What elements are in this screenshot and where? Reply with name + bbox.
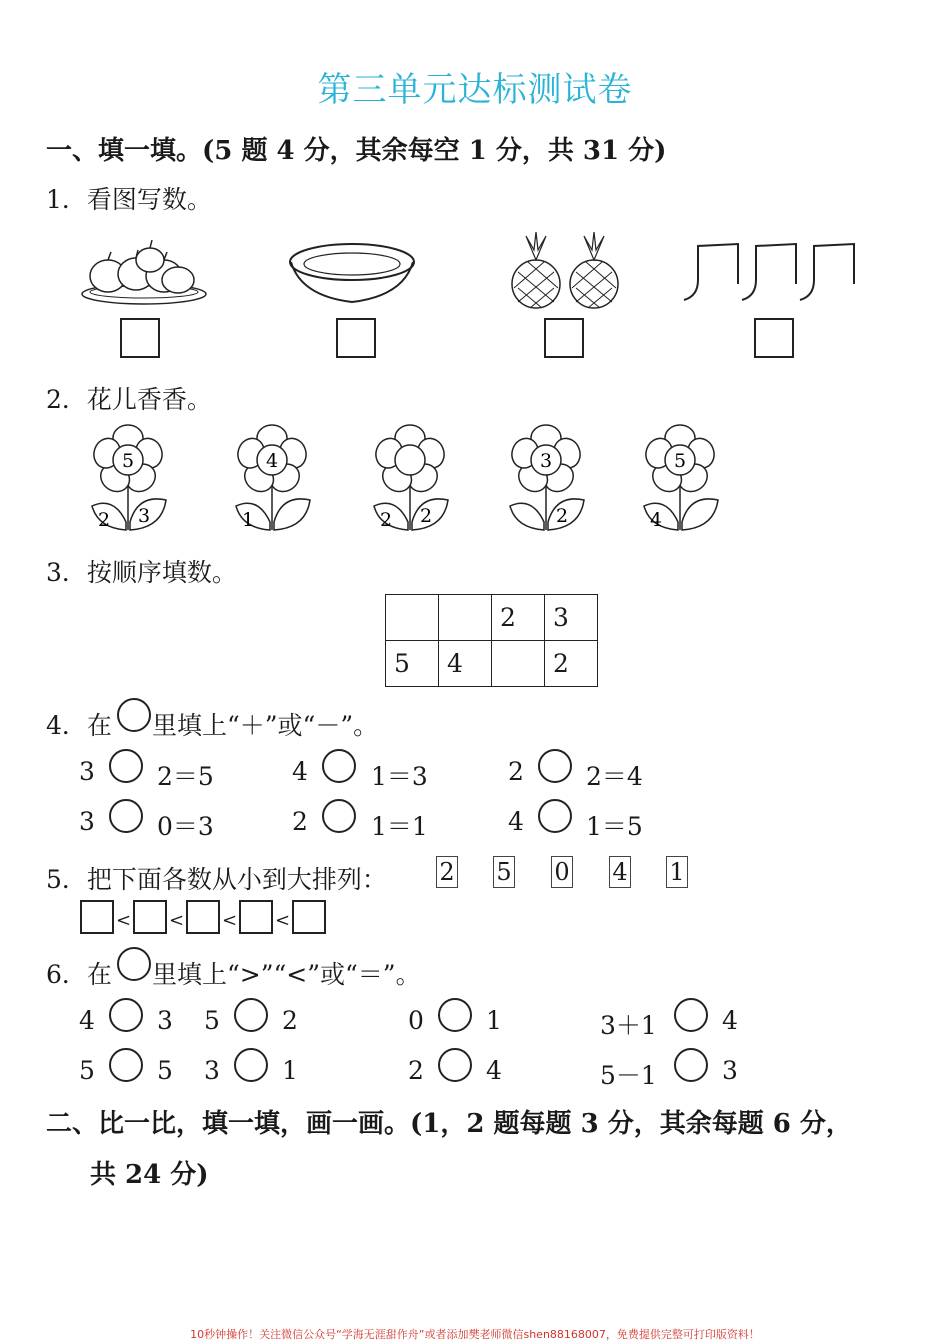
q1-answer-box-1[interactable]: [120, 318, 160, 358]
circle-icon: [117, 698, 151, 732]
fruit-plate-icon: [78, 238, 210, 308]
q5-number-5: 1: [666, 856, 688, 888]
q4-answer-circle[interactable]: [109, 799, 143, 833]
q6-r1-a4: 3＋1: [600, 1011, 657, 1040]
q5-answer-box-2[interactable]: [133, 900, 167, 934]
q6-r2-a3: 2: [408, 1056, 424, 1085]
less-than-sign: <: [275, 910, 291, 931]
q5-label: 5．把下面各数从小到大排列：: [46, 865, 387, 894]
q6-r1-a3: 0: [408, 1006, 424, 1035]
less-than-sign: <: [169, 910, 185, 931]
flower-center-number: 3: [539, 450, 553, 472]
flower-5: [630, 420, 722, 532]
q6-answer-circle[interactable]: [234, 1048, 268, 1082]
q4-answer-circle[interactable]: [322, 749, 356, 783]
q4-r1-b3: 2＝4: [586, 762, 643, 791]
q6-r1-b3: 1: [486, 1006, 502, 1035]
q5-answer-box-3[interactable]: [186, 900, 220, 934]
flower-center-number: 5: [121, 450, 135, 472]
q6-r2-b3: 4: [486, 1056, 502, 1085]
section-1-heading: 一、填一填。(5 题 4 分，其余每空 1 分，共 31 分): [46, 136, 667, 166]
q5-number-2: 5: [493, 856, 515, 888]
q1-label: 1．看图写数。: [46, 185, 212, 214]
less-than-sign: <: [222, 910, 238, 931]
flower-right-number: 3: [137, 505, 151, 527]
q4-answer-circle[interactable]: [538, 799, 572, 833]
q5-number-4: 4: [609, 856, 631, 888]
right-leaf: [274, 499, 310, 530]
flower-4: [496, 420, 588, 532]
q1-answer-box-4[interactable]: [754, 318, 794, 358]
grid-cell: 5: [386, 641, 439, 687]
grid-cell[interactable]: [439, 595, 492, 641]
flower-3: [360, 420, 452, 532]
q6-answer-circle[interactable]: [234, 998, 268, 1032]
q2-label: 2．花儿香香。: [46, 385, 212, 414]
q6-answer-circle[interactable]: [438, 1048, 472, 1082]
q4-r2-b3: 1＝5: [586, 812, 643, 841]
footer-note: 10秒钟操作！关注微信公众号“学海无涯甜作舟”或者添加樊老师微信shen88168007，免费提供完整可打印版资料！: [190, 1328, 760, 1341]
grid-cell[interactable]: [386, 595, 439, 641]
circle-icon: [117, 947, 151, 981]
q6-answer-circle[interactable]: [109, 998, 143, 1032]
q5-answer-box-5[interactable]: [292, 900, 326, 934]
page-title: 第三单元达标测试卷: [317, 70, 633, 110]
q6-r2-a4: 5－1: [600, 1061, 657, 1090]
flower-right-number: 2: [419, 505, 433, 527]
q4-r1-b1: 2＝5: [157, 762, 214, 791]
grid-cell: 2: [492, 595, 545, 641]
section-2-heading-line-2: 共 24 分): [90, 1160, 209, 1190]
q4-r1-a3: 2: [508, 757, 524, 786]
q4-r2-a3: 4: [508, 807, 524, 836]
q4-r2-b1: 0＝3: [157, 812, 214, 841]
q3-label: 3．按顺序填数。: [46, 558, 237, 587]
grid-cell[interactable]: [492, 641, 545, 687]
flower-left-number: 4: [649, 509, 663, 531]
q6-label-prefix: 6．在: [46, 960, 112, 989]
q4-r1-b2: 1＝3: [371, 762, 428, 791]
q5-answer-box-1[interactable]: [80, 900, 114, 934]
q6-answer-circle[interactable]: [674, 998, 708, 1032]
q6-answer-circle[interactable]: [438, 998, 472, 1032]
q5-answer-box-4[interactable]: [239, 900, 273, 934]
left-leaf: [510, 503, 544, 530]
q6-r1-b4: 4: [722, 1006, 738, 1035]
flower-center: [395, 445, 425, 475]
q4-label-suffix: 里填上“＋”或“－”。: [152, 711, 379, 740]
q6-answer-circle[interactable]: [109, 1048, 143, 1082]
q1-answer-box-3[interactable]: [544, 318, 584, 358]
q6-r2-a2: 3: [204, 1056, 220, 1085]
q4-r2-a1: 3: [79, 807, 95, 836]
gates-icon: [682, 240, 858, 304]
q1-answer-box-2[interactable]: [336, 318, 376, 358]
q4-r2-a2: 2: [292, 807, 308, 836]
q5-number-3: 0: [551, 856, 573, 888]
q6-r2-b1: 5: [157, 1056, 173, 1085]
q6-label-suffix: 里填上“>”“<”或“＝”。: [152, 960, 421, 989]
number-sequence-grid: [385, 594, 598, 687]
q4-answer-circle[interactable]: [322, 799, 356, 833]
section-2-heading-line-1: 二、比一比，填一填，画一画。(1，2 题每题 3 分，其余每题 6 分，: [46, 1109, 852, 1139]
q4-label-prefix: 4．在: [46, 711, 112, 740]
bowl-icon: [287, 240, 417, 306]
q6-r2-b2: 1: [282, 1056, 298, 1085]
less-than-sign: <: [116, 910, 132, 931]
q4-r1-a1: 3: [79, 757, 95, 786]
flower-1: [78, 420, 170, 532]
q6-r1-a2: 5: [204, 1006, 220, 1035]
q6-r1-b2: 2: [282, 1006, 298, 1035]
right-leaf: [682, 499, 718, 530]
q6-r2-b4: 3: [722, 1056, 738, 1085]
flower-right-number: 2: [555, 505, 569, 527]
flower-center-number: 5: [673, 450, 687, 472]
pineapples-icon: [508, 232, 624, 310]
q4-r2-b2: 1＝1: [371, 812, 428, 841]
flower-center-number: 4: [265, 450, 279, 472]
q4-answer-circle[interactable]: [109, 749, 143, 783]
q6-r1-b1: 3: [157, 1006, 173, 1035]
grid-cell: 4: [439, 641, 492, 687]
q6-r1-a1: 4: [79, 1006, 95, 1035]
grid-cell: 2: [545, 641, 598, 687]
flower-left-number: 1: [241, 509, 255, 531]
grid-cell: 3: [545, 595, 598, 641]
q6-r2-a1: 5: [79, 1056, 95, 1085]
flower-2: [222, 420, 314, 532]
flower-left-number: 2: [379, 509, 393, 531]
q4-answer-circle[interactable]: [538, 749, 572, 783]
q4-r1-a2: 4: [292, 757, 308, 786]
q5-number-1: 2: [436, 856, 458, 888]
q6-answer-circle[interactable]: [674, 1048, 708, 1082]
flower-left-number: 2: [97, 509, 111, 531]
